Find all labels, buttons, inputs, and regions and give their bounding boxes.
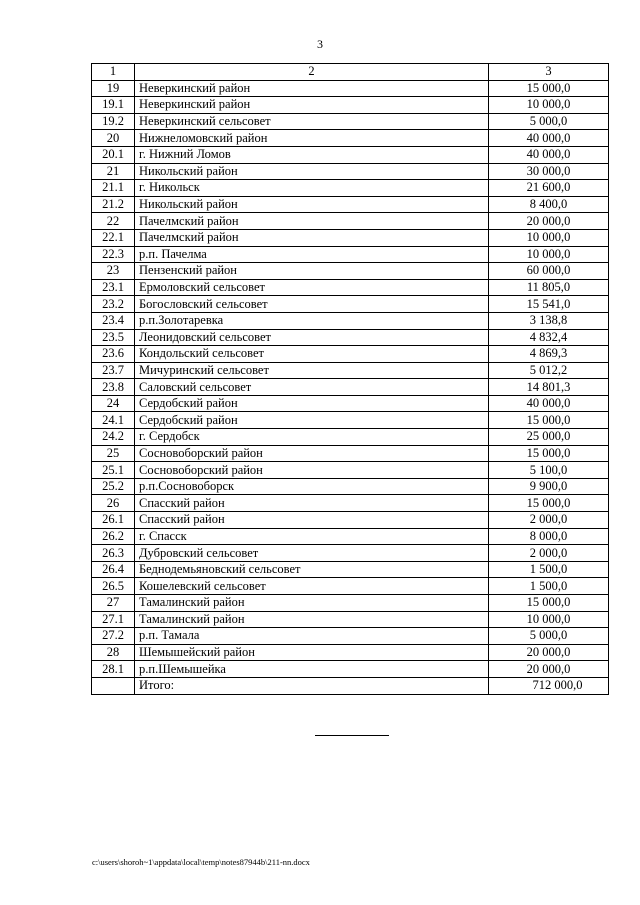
header-cell: 1	[92, 64, 135, 81]
row-number-cell: 26	[92, 495, 135, 512]
total-label-cell: Итого:	[135, 677, 489, 694]
amount-cell: 15 000,0	[489, 445, 609, 462]
table-row	[92, 478, 609, 495]
territory-name-cell: Тамалинский район	[135, 611, 489, 628]
row-number-cell: 27.2	[92, 628, 135, 645]
row-number-cell: 24	[92, 395, 135, 412]
row-number-cell: 27	[92, 595, 135, 612]
table-row	[92, 429, 609, 446]
amount-cell: 1 500,0	[489, 578, 609, 595]
row-number-cell: 19	[92, 80, 135, 97]
table-row	[92, 163, 609, 180]
amount-cell: 5 100,0	[489, 462, 609, 479]
territory-name-cell: Спасский район	[135, 512, 489, 529]
territory-name-cell: Саловский сельсовет	[135, 379, 489, 396]
row-number-cell: 23.6	[92, 346, 135, 363]
footer-file-path: c:\users\shoroh~1\appdata\local\temp\notes87944b\211-nn.docx	[92, 857, 310, 867]
territory-name-cell: р.п. Пачелма	[135, 246, 489, 263]
table-row	[92, 180, 609, 197]
row-number-cell: 28.1	[92, 661, 135, 678]
table-row	[92, 97, 609, 114]
row-number-cell: 26.4	[92, 561, 135, 578]
amount-cell: 15 541,0	[489, 296, 609, 313]
amount-cell: 3 138,8	[489, 312, 609, 329]
row-number-cell: 22.1	[92, 229, 135, 246]
territory-name-cell: Пензенский район	[135, 263, 489, 280]
table-row	[92, 146, 609, 163]
territory-name-cell: г. Нижний Ломов	[135, 146, 489, 163]
territory-name-cell: р.п.Золотаревка	[135, 312, 489, 329]
table-row	[92, 561, 609, 578]
amount-cell: 4 832,4	[489, 329, 609, 346]
total-amount-cell: 712 000,0	[489, 677, 609, 694]
row-number-cell: 21	[92, 163, 135, 180]
row-number-cell: 25	[92, 445, 135, 462]
amount-cell: 5 012,2	[489, 362, 609, 379]
territory-name-cell: Пачелмский район	[135, 213, 489, 230]
row-number-cell: 26.1	[92, 512, 135, 529]
row-number-cell: 19.1	[92, 97, 135, 114]
closing-line	[315, 735, 389, 736]
table-row	[92, 545, 609, 562]
amount-cell: 20 000,0	[489, 213, 609, 230]
territory-name-cell: Ермоловский сельсовет	[135, 279, 489, 296]
table-row	[92, 379, 609, 396]
table-row	[92, 445, 609, 462]
table-row	[92, 196, 609, 213]
row-number-cell: 23.4	[92, 312, 135, 329]
amount-cell: 10 000,0	[489, 611, 609, 628]
row-number-cell: 23.2	[92, 296, 135, 313]
territory-name-cell: Спасский район	[135, 495, 489, 512]
table-row	[92, 628, 609, 645]
amount-cell: 1 500,0	[489, 561, 609, 578]
amount-cell: 15 000,0	[489, 412, 609, 429]
amount-cell: 5 000,0	[489, 113, 609, 130]
table-row	[92, 512, 609, 529]
table-total-row	[92, 677, 609, 694]
amount-cell: 8 000,0	[489, 528, 609, 545]
table-row	[92, 113, 609, 130]
table-row	[92, 213, 609, 230]
table-row	[92, 229, 609, 246]
table-row	[92, 130, 609, 147]
header-cell: 3	[489, 64, 609, 81]
territory-name-cell: Мичуринский сельсовет	[135, 362, 489, 379]
territory-name-cell: Никольский район	[135, 163, 489, 180]
amount-cell: 2 000,0	[489, 512, 609, 529]
row-number-cell: 20.1	[92, 146, 135, 163]
table-row	[92, 296, 609, 313]
amount-cell: 15 000,0	[489, 495, 609, 512]
amount-cell: 40 000,0	[489, 395, 609, 412]
amount-cell: 10 000,0	[489, 97, 609, 114]
row-number-cell: 21.1	[92, 180, 135, 197]
table-row	[92, 362, 609, 379]
amount-cell: 25 000,0	[489, 429, 609, 446]
territory-name-cell: Сосновоборский район	[135, 462, 489, 479]
amount-cell: 10 000,0	[489, 246, 609, 263]
amount-cell: 4 869,3	[489, 346, 609, 363]
row-number-cell: 19.2	[92, 113, 135, 130]
row-number-cell: 24.2	[92, 429, 135, 446]
territory-name-cell: Сосновоборский район	[135, 445, 489, 462]
table-header-row	[92, 64, 609, 81]
table-row	[92, 279, 609, 296]
table-row	[92, 595, 609, 612]
table-row	[92, 329, 609, 346]
table-row	[92, 462, 609, 479]
row-number-cell: 23.7	[92, 362, 135, 379]
table-row	[92, 644, 609, 661]
table-row	[92, 412, 609, 429]
row-number-cell: 26.5	[92, 578, 135, 595]
territory-name-cell: р.п.Шемышейка	[135, 661, 489, 678]
row-number-cell: 22	[92, 213, 135, 230]
territory-name-cell: Леонидовский сельсовет	[135, 329, 489, 346]
table-row	[92, 346, 609, 363]
row-number-cell: 23.5	[92, 329, 135, 346]
row-number-cell: 25.2	[92, 478, 135, 495]
amount-cell: 2 000,0	[489, 545, 609, 562]
row-number-cell: 23.1	[92, 279, 135, 296]
amount-cell: 40 000,0	[489, 130, 609, 147]
amount-cell: 8 400,0	[489, 196, 609, 213]
row-number-cell: 23.8	[92, 379, 135, 396]
row-number-cell: 25.1	[92, 462, 135, 479]
amount-cell: 40 000,0	[489, 146, 609, 163]
territory-name-cell: г. Спасск	[135, 528, 489, 545]
page-number: 3	[317, 37, 323, 51]
amount-cell: 60 000,0	[489, 263, 609, 280]
territory-name-cell: Дубровский сельсовет	[135, 545, 489, 562]
amount-cell: 30 000,0	[489, 163, 609, 180]
amount-cell: 11 805,0	[489, 279, 609, 296]
territory-name-cell: Сердобский район	[135, 412, 489, 429]
table-row	[92, 661, 609, 678]
table-row	[92, 246, 609, 263]
table-row	[92, 495, 609, 512]
amount-cell: 21 600,0	[489, 180, 609, 197]
table-row	[92, 395, 609, 412]
amount-cell: 10 000,0	[489, 229, 609, 246]
table-row	[92, 263, 609, 280]
amount-cell: 5 000,0	[489, 628, 609, 645]
territory-name-cell: р.п.Сосновоборск	[135, 478, 489, 495]
row-number-cell: 22.3	[92, 246, 135, 263]
table-row	[92, 528, 609, 545]
row-number-cell: 21.2	[92, 196, 135, 213]
amount-cell: 20 000,0	[489, 644, 609, 661]
row-number-cell: 26.2	[92, 528, 135, 545]
territory-name-cell: Пачелмский район	[135, 229, 489, 246]
territory-name-cell: Шемышейский район	[135, 644, 489, 661]
table-row	[92, 312, 609, 329]
amount-cell: 9 900,0	[489, 478, 609, 495]
territory-name-cell: Кошелевский сельсовет	[135, 578, 489, 595]
total-empty-cell	[92, 677, 135, 694]
row-number-cell: 20	[92, 130, 135, 147]
row-number-cell: 27.1	[92, 611, 135, 628]
row-number-cell: 23	[92, 263, 135, 280]
territory-name-cell: Тамалинский район	[135, 595, 489, 612]
territory-name-cell: Никольский район	[135, 196, 489, 213]
territory-name-cell: Нижнеломовский район	[135, 130, 489, 147]
territory-name-cell: Беднодемьяновский сельсовет	[135, 561, 489, 578]
territory-name-cell: г. Сердобск	[135, 429, 489, 446]
territory-name-cell: р.п. Тамала	[135, 628, 489, 645]
territory-name-cell: Богословский сельсовет	[135, 296, 489, 313]
amount-cell: 20 000,0	[489, 661, 609, 678]
territory-name-cell: Сердобский район	[135, 395, 489, 412]
territory-name-cell: Кондольский сельсовет	[135, 346, 489, 363]
table-row	[92, 80, 609, 97]
territory-name-cell: Неверкинский район	[135, 97, 489, 114]
amount-cell: 14 801,3	[489, 379, 609, 396]
allocation-table	[91, 63, 609, 695]
table-row	[92, 611, 609, 628]
territory-name-cell: Неверкинский сельсовет	[135, 113, 489, 130]
amount-cell: 15 000,0	[489, 595, 609, 612]
territory-name-cell: Неверкинский район	[135, 80, 489, 97]
row-number-cell: 28	[92, 644, 135, 661]
row-number-cell: 26.3	[92, 545, 135, 562]
territory-name-cell: г. Никольск	[135, 180, 489, 197]
header-cell: 2	[135, 64, 489, 81]
table-row	[92, 578, 609, 595]
row-number-cell: 24.1	[92, 412, 135, 429]
amount-cell: 15 000,0	[489, 80, 609, 97]
